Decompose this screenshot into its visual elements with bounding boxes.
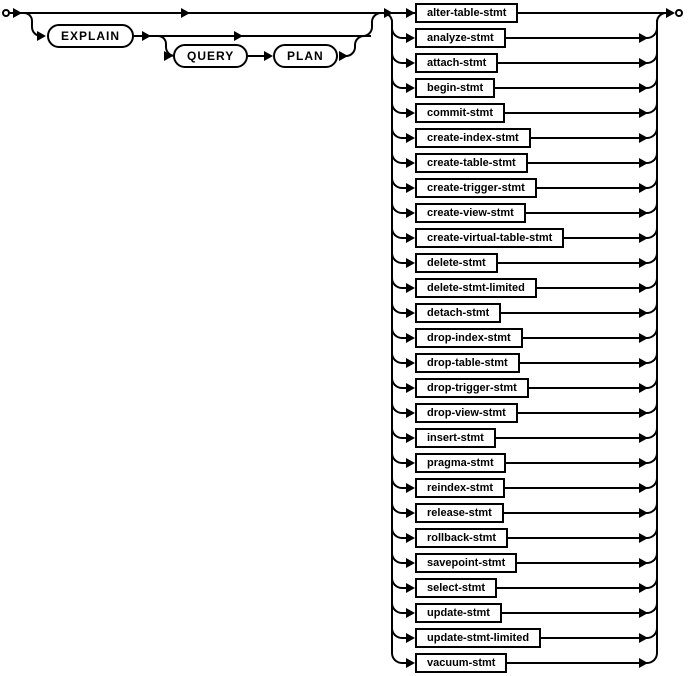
rail-curve [346, 46, 356, 57]
arrow-right-icon [406, 608, 415, 618]
stmt-box-release-stmt[interactable]: release-stmt [415, 503, 504, 523]
arrow-right-icon [406, 358, 415, 368]
rail-line [518, 412, 639, 414]
arrow-right-icon [384, 8, 393, 18]
arrow-right-icon [406, 408, 415, 418]
stmt-box-update-stmt-limited[interactable]: update-stmt-limited [415, 628, 541, 648]
arrow-right-icon [406, 8, 415, 18]
end-terminal [675, 9, 683, 17]
arrow-right-icon [406, 583, 415, 593]
rail-line [523, 337, 639, 339]
stmt-box-delete-stmt[interactable]: delete-stmt [415, 253, 498, 273]
stmt-box-delete-stmt-limited[interactable]: delete-stmt-limited [415, 278, 537, 298]
arrow-right-icon [13, 8, 22, 18]
stmt-box-reindex-stmt[interactable]: reindex-stmt [415, 478, 505, 498]
stmt-box-savepoint-stmt[interactable]: savepoint-stmt [415, 553, 517, 573]
stmt-box-pragma-stmt[interactable]: pragma-stmt [415, 453, 506, 473]
keyword-plan: PLAN [273, 44, 338, 68]
rail-line [505, 487, 639, 489]
arrow-right-icon [406, 158, 415, 168]
arrow-right-icon [406, 433, 415, 443]
arrow-right-icon [406, 633, 415, 643]
rail-line [505, 112, 639, 114]
arrow-right-icon [406, 33, 415, 43]
rail-line [520, 362, 639, 364]
stmt-box-commit-stmt[interactable]: commit-stmt [415, 103, 505, 123]
rail-line [498, 62, 639, 64]
arrow-right-icon [142, 31, 151, 41]
arrow-right-icon [406, 283, 415, 293]
rail-line [564, 237, 639, 239]
rail-line [248, 55, 264, 57]
stmt-box-alter-table-stmt[interactable]: alter-table-stmt [415, 3, 518, 23]
arrow-right-icon [406, 258, 415, 268]
stmt-box-insert-stmt[interactable]: insert-stmt [415, 428, 496, 448]
arrow-right-icon [181, 8, 190, 18]
arrow-right-icon [406, 658, 415, 668]
rail-line [537, 287, 639, 289]
arrow-right-icon [406, 383, 415, 393]
rail-line [529, 387, 639, 389]
stmt-box-create-index-stmt[interactable]: create-index-stmt [415, 128, 531, 148]
rail-line [495, 87, 639, 89]
arrow-right-icon [37, 31, 46, 41]
rail-curve [646, 652, 658, 664]
keyword-query: QUERY [173, 44, 248, 68]
stmt-box-drop-table-stmt[interactable]: drop-table-stmt [415, 353, 520, 373]
arrow-right-icon [406, 233, 415, 243]
rail-line [497, 587, 639, 589]
arrow-right-icon [406, 208, 415, 218]
explain-bypass-rail [134, 35, 371, 37]
main-rail [10, 12, 666, 14]
arrow-right-icon [234, 31, 243, 41]
arrow-right-icon [406, 83, 415, 93]
arrow-right-icon [406, 483, 415, 493]
stmt-box-create-table-stmt[interactable]: create-table-stmt [415, 153, 528, 173]
rail-line [526, 212, 639, 214]
rail-line [502, 612, 639, 614]
rail-line [528, 162, 639, 164]
stmt-box-update-stmt[interactable]: update-stmt [415, 603, 502, 623]
rail-line [504, 512, 639, 514]
rail-line [517, 562, 639, 564]
stmt-box-drop-view-stmt[interactable]: drop-view-stmt [415, 403, 518, 423]
stmt-box-vacuum-stmt[interactable]: vacuum-stmt [415, 653, 507, 673]
rail-line [506, 462, 639, 464]
rail-line [507, 662, 639, 664]
arrow-right-icon [406, 133, 415, 143]
stmt-box-create-virtual-table-stmt[interactable]: create-virtual-table-stmt [415, 228, 564, 248]
rail-line [537, 187, 639, 189]
stmt-box-select-stmt[interactable]: select-stmt [415, 578, 497, 598]
arrow-right-icon [406, 308, 415, 318]
arrow-right-icon [406, 108, 415, 118]
rail-line [506, 37, 639, 39]
rail-curve [363, 25, 373, 37]
arrow-right-icon [406, 333, 415, 343]
arrow-right-icon [666, 8, 675, 18]
arrow-right-icon [406, 533, 415, 543]
arrow-right-icon [406, 458, 415, 468]
stmt-box-drop-trigger-stmt[interactable]: drop-trigger-stmt [415, 378, 529, 398]
stmt-box-begin-stmt[interactable]: begin-stmt [415, 78, 495, 98]
arrow-right-icon [406, 183, 415, 193]
arrow-right-icon [164, 51, 173, 61]
stmt-box-drop-index-stmt[interactable]: drop-index-stmt [415, 328, 523, 348]
stmt-box-analyze-stmt[interactable]: analyze-stmt [415, 28, 506, 48]
rail-line [501, 312, 639, 314]
keyword-explain: EXPLAIN [47, 24, 134, 48]
stmt-box-rollback-stmt[interactable]: rollback-stmt [415, 528, 508, 548]
rail-line [531, 137, 639, 139]
stmt-box-attach-stmt[interactable]: attach-stmt [415, 53, 498, 73]
arrow-right-icon [406, 508, 415, 518]
rail-line [496, 437, 639, 439]
stmt-box-create-trigger-stmt[interactable]: create-trigger-stmt [415, 178, 537, 198]
stmt-box-create-view-stmt[interactable]: create-view-stmt [415, 203, 526, 223]
rail-line [541, 637, 639, 639]
rail-line [498, 262, 639, 264]
rail-line [508, 537, 639, 539]
arrow-right-icon [406, 58, 415, 68]
stmt-box-detach-stmt[interactable]: detach-stmt [415, 303, 501, 323]
arrow-right-icon [264, 51, 273, 61]
start-terminal [2, 9, 10, 17]
arrow-right-icon [406, 558, 415, 568]
